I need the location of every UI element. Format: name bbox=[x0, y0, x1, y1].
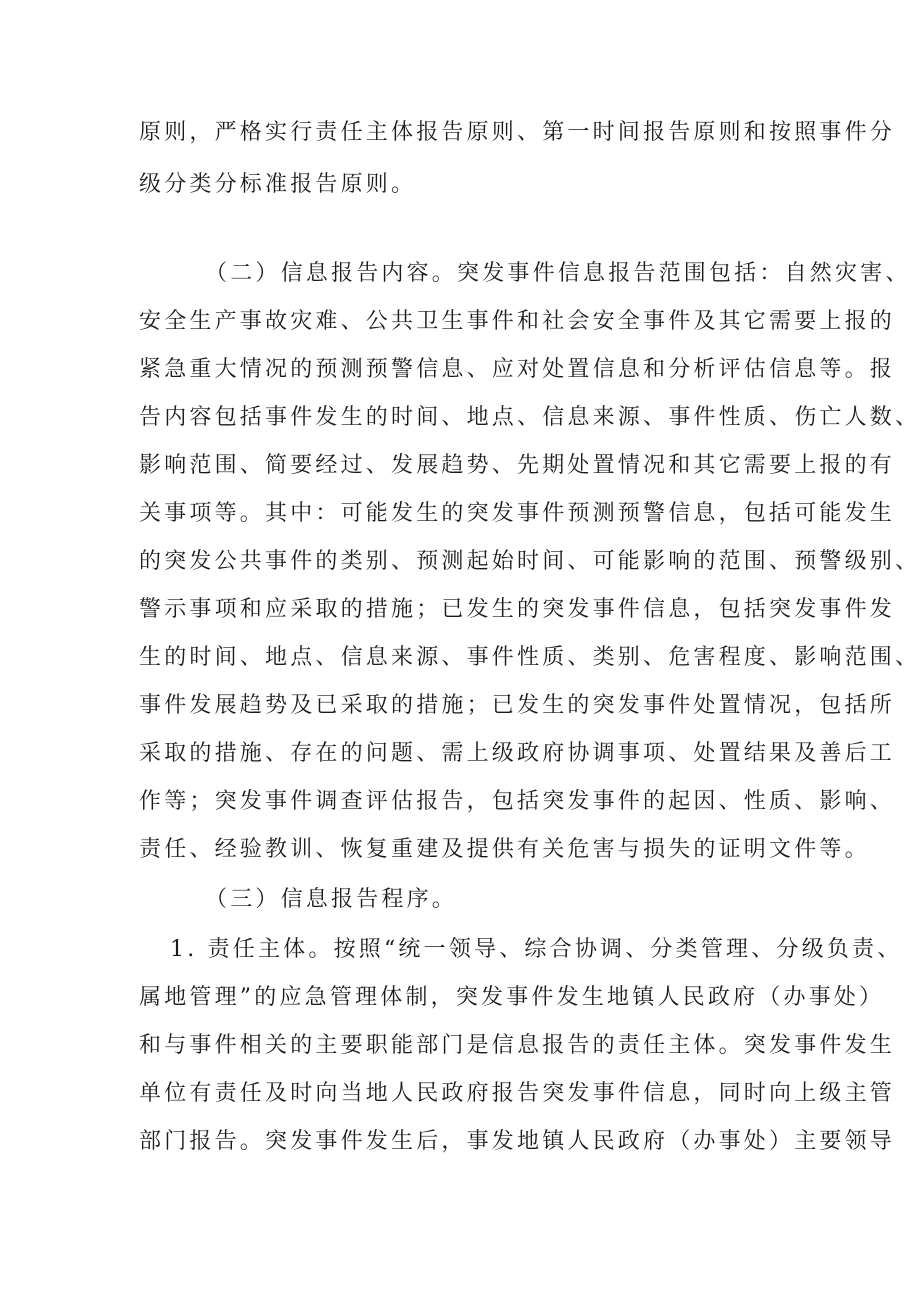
text-line: 责任、经验教训、恢复重建及提供有关危害与损失的证明文件等。 bbox=[139, 837, 870, 862]
text-line: 事件发展趋势及已采取的措施；已发生的突发事件处置情况，包括所 bbox=[139, 693, 896, 718]
text-line: 影响范围、简要经过、发展趋势、先期处置情况和其它需要上报的有 bbox=[139, 453, 896, 478]
section-heading-line: （二）信息报告内容。突发事件信息报告范围包括：自然灾害、 bbox=[205, 261, 911, 286]
text-line: 原则，严格实行责任主体报告原则、第一时间报告原则和按照事件分 bbox=[139, 120, 896, 145]
text-line: 告内容包括事件发生的时间、地点、信息来源、事件性质、伤亡人数、 bbox=[139, 405, 920, 430]
text-line: 部门报告。突发事件发生后，事发地镇人民政府（办事处）主要领导 bbox=[139, 1129, 896, 1154]
text-line: 紧急重大情况的预测预警信息、应对处置信息和分析评估信息等。报 bbox=[139, 357, 896, 382]
text-line: 关事项等。其中：可能发生的突发事件预测预警信息，包括可能发生 bbox=[139, 501, 896, 526]
text-line: 级分类分标准报告原则。 bbox=[139, 172, 417, 197]
text-line: 警示事项和应采取的措施；已发生的突发事件信息，包括突发事件发 bbox=[139, 597, 896, 622]
text-line: 单位有责任及时向当地人民政府报告突发事件信息，同时向上级主管 bbox=[139, 1081, 896, 1106]
text-line: 生的时间、地点、信息来源、事件性质、类别、危害程度、影响范围、 bbox=[139, 645, 920, 670]
text-line: 作等；突发事件调查评估报告，包括突发事件的起因、性质、影响、 bbox=[139, 789, 896, 814]
text-line: 属地管理”的应急管理体制，突发事件发生地镇人民政府（办事处） bbox=[139, 985, 885, 1010]
subsection-heading-line: 1. 责任主体。按照“统一领导、综合协调、分类管理、分级负责、 bbox=[170, 937, 903, 962]
text-line: 的突发公共事件的类别、预测起始时间、可能影响的范围、预警级别、 bbox=[139, 549, 920, 574]
text-line: 采取的措施、存在的问题、需上级政府协调事项、处置结果及善后工 bbox=[139, 741, 896, 766]
text-line: 和与事件相关的主要职能部门是信息报告的责任主体。突发事件发生 bbox=[139, 1033, 896, 1058]
text-line: 安全生产事故灾难、公共卫生事件和社会安全事件及其它需要上报的 bbox=[139, 309, 896, 334]
section-heading-line: （三）信息报告程序。 bbox=[205, 887, 458, 912]
